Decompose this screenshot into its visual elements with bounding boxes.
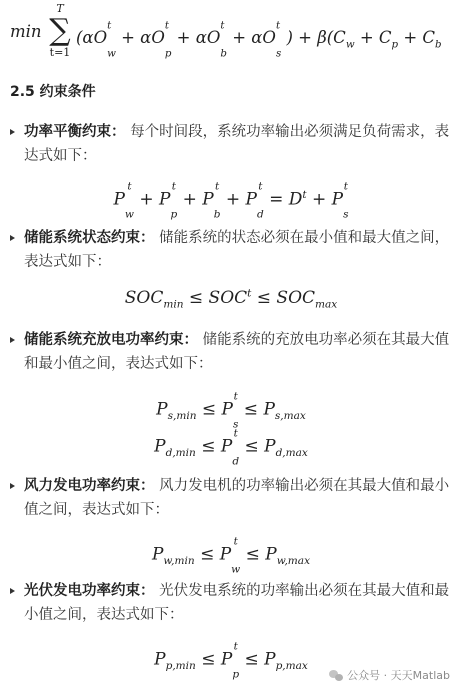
formula-storage-charge: $P_{s,min} \le P$ $^t$ $_s$ ≤ $P_{s,max}$ <box>156 390 306 431</box>
constraint-desc: 每个时间段，系统功率输出必须满足负荷需求，表达式如下： <box>24 124 450 164</box>
constraint-desc: 储能系统的充放电功率必须在其最大值和最小值之间，表达式如下： <box>24 332 450 372</box>
constraint-power-balance <box>10 120 454 168</box>
sigma-symbol: ∑ <box>49 13 71 48</box>
formula-storage-soc: $SOC_{min} \le SOC^t \le SOC_{max}$ <box>124 287 338 311</box>
constraint-desc: 光伏发电系统的功率输出必须在其最大值和最小值之间，表达式如下： <box>24 583 450 623</box>
constraint-wind-power <box>10 474 454 522</box>
objective-equation <box>10 2 462 66</box>
constraint-pv-power <box>10 579 454 627</box>
constraint-desc: 储能系统的状态必须在最小值和最大值之间，表达式如下： <box>24 230 450 270</box>
constraint-storage-soc <box>10 226 454 274</box>
watermark <box>329 667 450 683</box>
constraint-title: 光伏发电功率约束： <box>24 583 155 599</box>
constraint-title: 储能系统状态约束： <box>24 230 155 246</box>
min-operator: min <box>10 22 42 41</box>
bullet-icon <box>10 588 15 594</box>
wechat-icon <box>329 670 343 681</box>
sum-upper-limit: T <box>56 2 64 15</box>
formula-storage-discharge: $P_{d,min} \le P$ $^t$ $_d$ ≤ $P_{d,max}$ <box>154 427 308 468</box>
constraint-title: 风力发电功率约束： <box>24 478 155 494</box>
formula-power-balance: P $^t$ $_w$ + P $^t$ $_p$ + P $^t$ $_b$ + P $^t$ $_d$ = $D^t + P$ $^t$ $_s$ <box>113 180 349 221</box>
bullet-icon <box>10 337 15 343</box>
bullet-icon <box>10 129 15 135</box>
objective-terms: (αO $^t$ $_w$ + αO $^t$ $_p$ + αO $^t$ $_b$ + αO $^t$ $_s$ ) + $\beta(C_w + C_p + C_b$ <box>76 20 442 59</box>
constraint-desc: 风力发电机的功率输出必须在其最大值和最小值之间，表达式如下： <box>24 478 450 518</box>
formula-wind-power: $P_{w,min} \le P$ $^t$ $_w$ ≤ $P_{w,max}$ <box>151 535 311 576</box>
bullet-icon <box>10 235 15 241</box>
bullet-icon <box>10 483 15 489</box>
constraint-storage-power <box>10 328 454 376</box>
watermark-text: 公众号 · 天天Matlab <box>347 669 450 682</box>
section-heading: 2.5 约束条件 <box>10 84 96 100</box>
formula-pv-power: $P_{p,min} \le P$ $^t$ $_p$ ≤ $P_{p,max}$ <box>154 640 308 681</box>
constraint-title: 储能系统充放电功率约束： <box>24 332 198 348</box>
sum-lower-limit: t=1 <box>49 46 71 59</box>
constraint-title: 功率平衡约束： <box>24 124 126 140</box>
summation <box>47 2 73 60</box>
